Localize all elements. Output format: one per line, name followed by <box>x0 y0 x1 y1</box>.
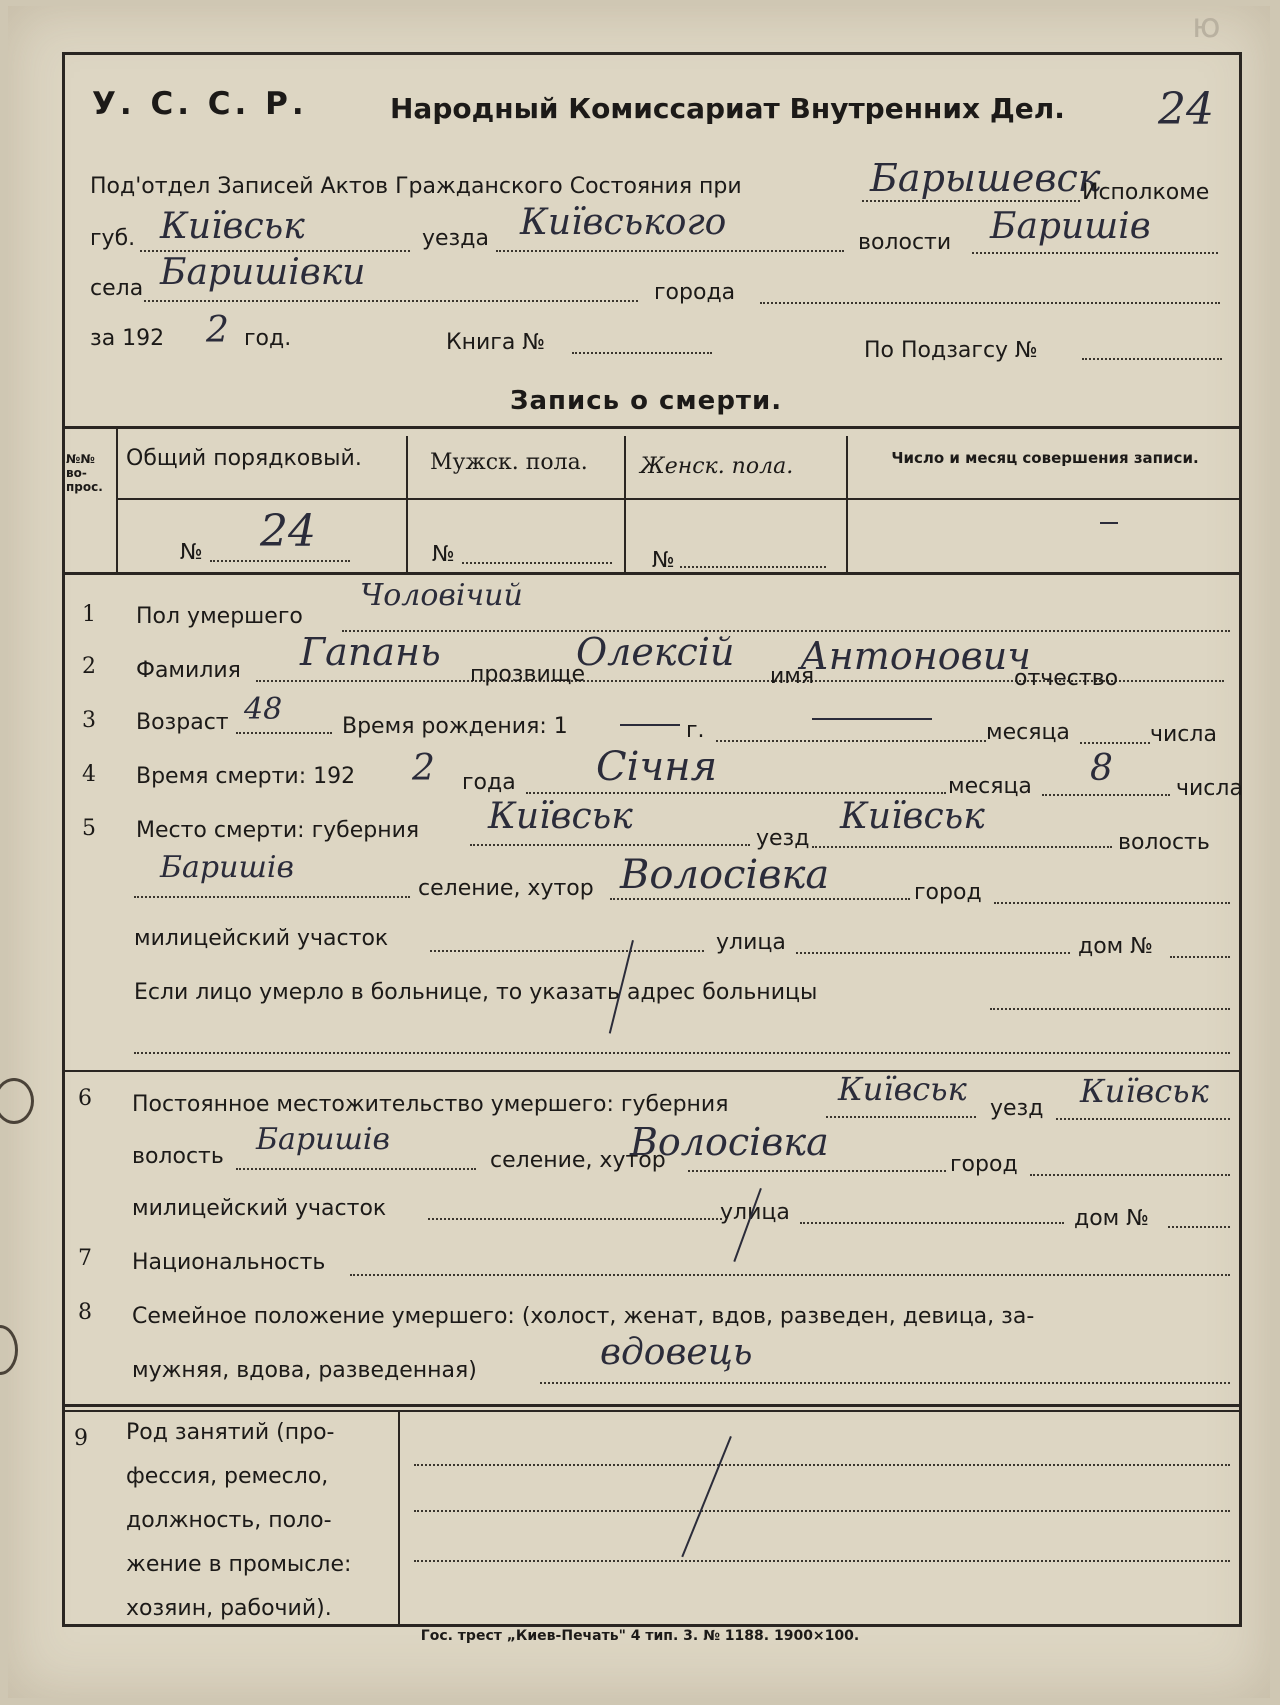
death-year-value: 2 <box>412 748 435 789</box>
uezd-label: уезда <box>422 226 489 251</box>
gub-label: губ. <box>90 226 136 251</box>
nationality-line <box>350 1274 1230 1276</box>
death-goda: года <box>462 770 516 795</box>
ispolkom-label: Исполкоме <box>1082 180 1210 205</box>
row-number: 9 <box>74 1426 88 1451</box>
surname-value: Гапань <box>300 630 441 674</box>
col-general: Общий порядковый. <box>126 446 362 471</box>
occupation-l4: жение в промысле: <box>126 1552 352 1577</box>
death-milit-label: милицейский участок <box>134 926 389 951</box>
row-number: 2 <box>82 654 96 679</box>
birth-month: месяца <box>986 720 1070 745</box>
death-uezd-line <box>812 846 1112 848</box>
row-number: 3 <box>82 708 96 733</box>
col-male: Мужск. пола. <box>430 450 588 475</box>
hospital-line <box>990 1008 1230 1010</box>
death-volost-value: Баришів <box>160 850 294 885</box>
uezd-value: Київського <box>520 202 727 243</box>
state-title: У. С. С. Р. <box>92 86 308 122</box>
residence-street-line <box>800 1222 1064 1224</box>
row-number: 4 <box>82 762 96 787</box>
general-no-line <box>210 560 350 562</box>
residence-house-label: дом № <box>1074 1206 1150 1231</box>
residence-gorod-line <box>1030 1174 1230 1176</box>
residence-gub-line <box>826 1116 976 1118</box>
sheet-number: 24 <box>1158 84 1214 135</box>
birth-line <box>716 740 986 742</box>
table-col-line <box>846 436 848 574</box>
surname-label: Фамилия <box>136 658 241 683</box>
volost-line <box>972 252 1218 254</box>
col-questions: №№ во- прос. <box>66 452 103 494</box>
death-day: числа <box>1176 776 1243 801</box>
residence-uezd-label: уезд <box>990 1096 1044 1121</box>
col-female: Женск. пола. <box>640 454 794 479</box>
podzags-label: По Подзагсу № <box>864 338 1038 363</box>
name-label: прозвище <box>470 662 586 687</box>
volost-label: волости <box>858 230 952 255</box>
death-day-line <box>1042 794 1170 796</box>
birth-dash <box>812 718 932 720</box>
male-no-line <box>462 562 612 564</box>
dept-line <box>862 200 1080 202</box>
sex-line <box>342 630 1230 632</box>
record-title: Запись о смерти. <box>510 386 783 416</box>
birth-dash <box>620 724 680 726</box>
year-value: 2 <box>206 310 229 351</box>
death-uezd-value: Київськ <box>840 796 985 837</box>
female-no: № <box>652 548 675 573</box>
sex-value: Чоловічий <box>360 578 523 613</box>
residence-milit-label: милицейский участок <box>132 1196 387 1221</box>
general-no: № <box>180 540 203 565</box>
printer-footer: Гос. трест „Киев-Печать" 4 тип. 3. № 1188. 1900×100. <box>420 1628 860 1644</box>
commissariat-title: Народный Комиссариат Внутренних Дел. <box>390 92 1065 125</box>
death-month-value: Січня <box>596 744 718 790</box>
residence-uezd-line <box>1056 1118 1230 1120</box>
death-selo-value: Волосівка <box>620 852 830 898</box>
name-value: Олексій <box>576 630 735 674</box>
death-gub-line <box>470 844 750 846</box>
corner-mark: ю <box>1192 6 1221 46</box>
name2-label: имя <box>770 664 815 689</box>
table-col-line <box>406 436 408 574</box>
death-house-line <box>1170 956 1230 958</box>
death-gorod-line <box>994 902 1230 904</box>
residence-selo-label: селение, хутор <box>490 1148 666 1173</box>
occupation-col-line <box>398 1412 400 1626</box>
book-line <box>572 352 712 354</box>
patron-label: отчество <box>1014 666 1119 691</box>
marital-label-1: Семейное положение умершего: (холост, женат, вдов, разведен, девица, за- <box>132 1304 1035 1329</box>
table-col-line <box>116 426 118 574</box>
sex-label: Пол умершего <box>136 604 303 629</box>
death-time-label: Время смерти: 192 <box>136 764 356 789</box>
age-line <box>236 732 332 734</box>
occupation-l2: фессия, ремесло, <box>126 1464 329 1489</box>
general-no-value: 24 <box>260 506 316 557</box>
birth-day: числа <box>1150 722 1217 747</box>
residence-selo-line <box>688 1170 946 1172</box>
age-label: Возраст <box>136 710 229 735</box>
gub-value: Київськ <box>160 206 305 247</box>
death-month: месяца <box>948 774 1032 799</box>
gorod-line <box>760 302 1220 304</box>
residence-gub-value: Київськ <box>838 1070 967 1108</box>
volost-value: Баришів <box>990 206 1151 247</box>
residence-volost-value: Баришів <box>256 1122 390 1157</box>
residence-street-label: улица <box>720 1200 790 1225</box>
row-number: 7 <box>78 1246 92 1271</box>
selo-label: села <box>90 276 144 301</box>
death-street-line <box>796 952 1070 954</box>
death-house-label: дом № <box>1078 934 1154 959</box>
birth-day-line <box>1080 742 1150 744</box>
marital-line <box>540 1382 1230 1384</box>
death-gorod-label: город <box>914 880 982 905</box>
row-number: 6 <box>78 1086 92 1111</box>
occupation-l5: хозяин, рабочий). <box>126 1596 332 1621</box>
table-col-line <box>624 436 626 574</box>
podzags-line <box>1082 358 1222 360</box>
death-month-line <box>526 792 946 794</box>
death-gub-value: Київськ <box>488 796 633 837</box>
section-divider <box>64 1404 1240 1407</box>
section-divider <box>64 1410 1240 1412</box>
dept-label: Под'отдел Записей Актов Гражданского Состояния при <box>90 174 742 199</box>
table-top-line <box>64 426 1240 429</box>
year-label: за 192 <box>90 326 165 351</box>
hospital-line-2 <box>134 1052 1230 1054</box>
residence-label: Постоянное местожительство умершего: губерния <box>132 1092 729 1117</box>
selo-value: Баришівки <box>160 252 366 293</box>
death-selo-label: селение, хутор <box>418 876 594 901</box>
death-uezd-label: уезд <box>756 826 810 851</box>
row-number: 1 <box>82 602 96 627</box>
residence-selo-value: Волосівка <box>630 1120 829 1164</box>
occupation-line <box>414 1464 1230 1466</box>
death-milit-line <box>430 950 704 952</box>
residence-house-line <box>1168 1226 1230 1228</box>
nationality-label: Национальность <box>132 1250 326 1275</box>
occupation-line <box>414 1510 1230 1512</box>
residence-gorod-label: город <box>950 1152 1018 1177</box>
date-dash <box>1100 522 1118 524</box>
age-value: 48 <box>244 692 283 727</box>
gorod-label: города <box>654 280 736 305</box>
occupation-l3: должность, поло- <box>126 1508 332 1533</box>
table-sub-line <box>118 498 1240 500</box>
marital-value: вдовець <box>600 1332 753 1373</box>
col-date: Число и месяц совершения записи. <box>891 449 1199 467</box>
death-place-label: Место смерти: губерния <box>136 818 420 843</box>
selo-line <box>144 300 638 302</box>
dept-value: Барышевск <box>870 156 1101 200</box>
death-day-value: 8 <box>1090 748 1113 789</box>
year-suffix: год. <box>244 326 292 351</box>
marital-label-2: мужняя, вдова, разведенная) <box>132 1358 477 1383</box>
row-number: 5 <box>82 816 96 841</box>
book-label: Книга № <box>446 330 546 355</box>
birth-label: Время рождения: 1 <box>342 714 568 739</box>
hospital-label: Если лицо умерло в больнице, то указать адрес больницы <box>134 980 818 1005</box>
residence-volost-label: волость <box>132 1144 224 1169</box>
occupation-line <box>414 1560 1230 1562</box>
death-street-label: улица <box>716 930 786 955</box>
uezd-line <box>496 250 844 252</box>
death-volost-label: волость <box>1118 830 1210 855</box>
residence-uezd-value: Київськ <box>1080 1072 1209 1110</box>
row-number: 8 <box>78 1300 92 1325</box>
male-no: № <box>432 542 455 567</box>
patron-value: Антонович <box>800 634 1031 678</box>
occupation-l1: Род занятий (про- <box>126 1420 335 1445</box>
birth-g: г. <box>686 718 705 743</box>
female-no-line <box>680 566 826 568</box>
death-volost-line <box>134 896 410 898</box>
residence-milit-line <box>428 1218 722 1220</box>
section-divider <box>64 1070 1240 1072</box>
death-selo-line <box>610 898 910 900</box>
residence-volost-line <box>236 1168 476 1170</box>
